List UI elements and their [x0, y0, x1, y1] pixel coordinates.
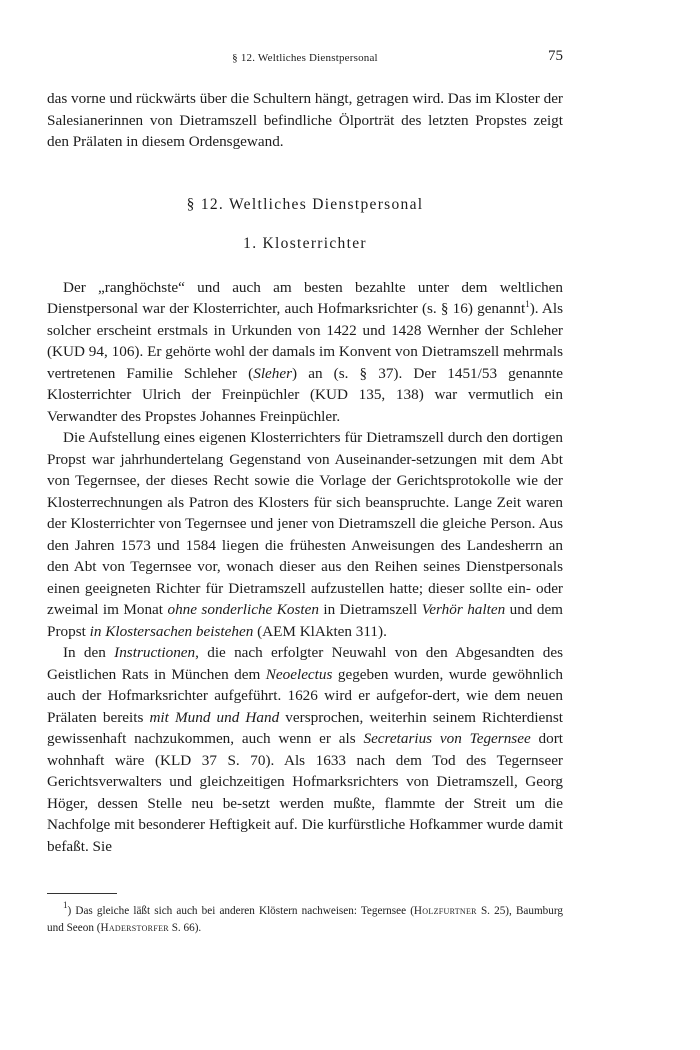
fn1-author-1: Holzfurtner — [413, 905, 477, 917]
section-heading: § 12. Weltliches Dienstpersonal — [186, 195, 424, 213]
footnote-reference: 1 — [525, 299, 530, 309]
p2-text-b: in Dietramszell — [318, 601, 422, 618]
p2-italic-1: ohne sonderliche Kosten — [167, 601, 319, 618]
p3-text-a: In den — [63, 644, 115, 661]
paragraph-3 — [47, 642, 563, 857]
fn1-author-2: Haderstorfer — [100, 921, 169, 934]
p3-italic-1: Instructionen — [114, 644, 196, 661]
p1-text-c: ) an (s. § 37). Der 1451/53 genannte Klosterrichter Ulrich der Freinpüchler (KUD 135, 138) war vermutlich ein Verwandter des Propstes Johannes Freinpüchler. — [47, 364, 563, 425]
paragraph-1 — [47, 277, 563, 428]
fn1-text-c: S. 66). — [168, 921, 202, 934]
subsection-heading: 1. Klosterrichter — [243, 235, 367, 252]
p2-text-c: und dem Propst — [47, 601, 563, 640]
p1-italic-sleher: Sleher — [253, 364, 293, 382]
page-number: 75 — [548, 48, 563, 64]
p3-italic-4: Secretarius von Tegernsee — [363, 730, 531, 747]
footnote-1 — [47, 900, 563, 936]
p3-text-e: dort wohnhaft wäre (KLD 37 S. 70). Als 1633 nach dem Tod des Tegernseer Gerichtsverwalters und gleichzeitigen Hofmarksrichters von Dietramszell, Georg Höger, dessen Stelle neu be-setzt werden mußte, flammte der Streit um die Nachfolge mit besonderer Heftigkeit auf. Die kurfürstliche Hofkammer wurde damit befaßt. Sie — [47, 730, 563, 855]
running-head — [47, 48, 563, 68]
fn1-text-a: ) Das gleiche läßt sich auch bei anderen Klöstern nachweisen: Tegernsee ( — [67, 905, 414, 917]
p1-text-b: ). Als solcher erscheint erstmals in Urkunden von 1422 und 1428 Wernher der Schleher (KUD 94, 106). Er gehörte wohl der damals im Konvent von Dietramszell mehrmals vertretenen Familie Schleher ( — [47, 300, 563, 382]
p2-text-d: (AEM KlAkten 311). — [253, 622, 387, 640]
p3-italic-2: Neoelectus — [265, 665, 333, 683]
p3-italic-3: mit Mund und Hand — [149, 708, 280, 726]
footnote-divider — [47, 893, 117, 894]
p2-italic-3: in Klostersachen beistehen — [89, 622, 254, 640]
p2-italic-2: Verhör halten — [421, 601, 506, 618]
running-head-title: § 12. Weltliches Dienstpersonal — [232, 52, 378, 64]
main-text — [47, 88, 563, 857]
p3-text-b: , die nach erfolgter Neuwahl von den Abgesandten des Geistlichen Rats in München dem — [47, 644, 563, 683]
paragraph-2 — [47, 427, 563, 642]
p3-text-d: versprochen, weiterhin seinem Richterdienst gewissenhaft nachzukommen, auch wenn er als — [47, 708, 563, 747]
footnote-marker: 1 — [63, 900, 68, 910]
p2-text-a: Die Aufstellung eines eigenen Klosterrichters für Dietramszell durch den dortigen Propst war jahrhundertelang Gegenstand von Auseinander-setzungen mit dem Abt von Tegernsee, der dieses Recht sowie die Vorlage der Gerichtsprotokolle wie der Klosterrechnungen als Patron des Klosters für sich beanspruchte. Lange Zeit waren der Klosterrichter von Tegernsee und jener von Dietramszell die gleiche Person. Aus den Jahren 1573 und 1584 liegen die frühesten Anweisungen des Landesherrn an den Abt von Tegernsee vor, wonach dieser aus den Reihen seines Dienstpersonals einen geeigneten Richter für Dietramszell aufzustellen hatte; dieser sollte ein- oder zweimal im Monat — [47, 429, 563, 618]
footnotes — [47, 900, 563, 936]
fn1-text-b: S. 25), Baumburg und Seeon ( — [47, 905, 563, 934]
p3-text-c: gegeben wurden, wurde gewöhnlich auch der Hofmarksrichter aufgeführt. 1626 wird er aufgefor-dert, wie dem neuen Prälaten bereits — [47, 665, 563, 726]
p1-text-a: Der „ranghöchste“ und auch am besten bezahlte unter dem weltlichen Dienstpersonal war der Klosterrichter, auch Hofmarksrichter (s. § 16) genannt — [47, 278, 563, 317]
intro-paragraph: das vorne und rückwärts über die Schultern hängt, getragen wird. Das im Kloster der Salesianerinnen von Dietramszell befindliche Ölporträt des letzten Propstes zeigt den Prälaten in diesem Ordensgewand. — [47, 90, 563, 150]
